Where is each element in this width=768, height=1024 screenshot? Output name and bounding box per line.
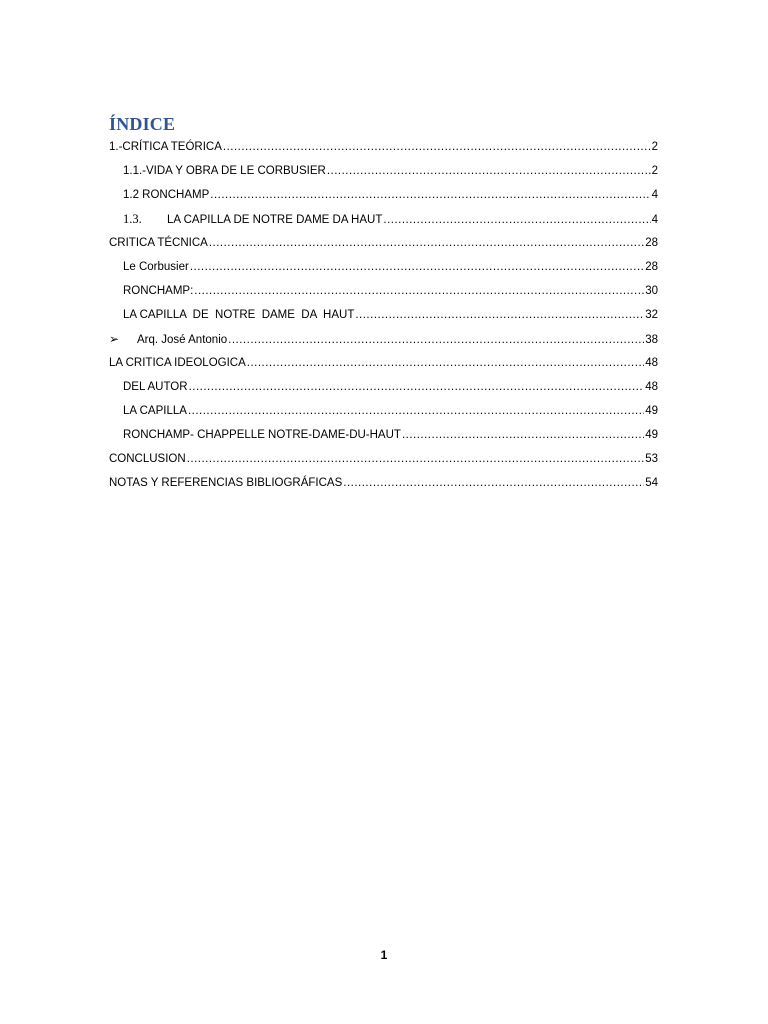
toc-entry-label: RONCHAMP- CHAPPELLE NOTRE-DAME-DU-HAUT bbox=[123, 429, 401, 441]
table-of-contents bbox=[109, 135, 658, 495]
dot-leader bbox=[188, 399, 644, 423]
toc-entry-label: 1.2 RONCHAMP bbox=[123, 189, 210, 201]
toc-entry[interactable] bbox=[109, 231, 658, 255]
dot-leader bbox=[210, 183, 650, 207]
toc-entry-page: 2 bbox=[651, 165, 658, 177]
dot-leader bbox=[355, 303, 644, 327]
page-number: 1 bbox=[380, 948, 388, 962]
toc-entry-label: Le Corbusier bbox=[123, 261, 189, 273]
toc-entry-label: NOTAS Y REFERENCIAS BIBLIOGRÁFICAS bbox=[109, 477, 343, 489]
dot-leader bbox=[223, 135, 651, 159]
toc-entry[interactable] bbox=[109, 183, 658, 207]
toc-entry-label: CRITICA TÉCNICA bbox=[109, 237, 208, 249]
toc-entry-page: 30 bbox=[645, 285, 658, 297]
toc-entry[interactable] bbox=[109, 255, 658, 279]
toc-entry-page: 4 bbox=[651, 189, 658, 201]
toc-entry-page: 49 bbox=[645, 405, 658, 417]
toc-entry[interactable] bbox=[109, 423, 658, 447]
toc-entry-page: 53 bbox=[645, 453, 658, 465]
toc-entry-label: DEL AUTOR bbox=[123, 381, 188, 393]
toc-entry[interactable] bbox=[109, 351, 658, 375]
toc-entry-page: 2 bbox=[651, 141, 658, 153]
dot-leader bbox=[189, 375, 645, 399]
toc-entry-page: 54 bbox=[645, 477, 658, 489]
arrow-bullet-icon: ➢ bbox=[109, 332, 120, 346]
dot-leader bbox=[187, 447, 645, 471]
toc-entry-label: CONCLUSION bbox=[109, 453, 186, 465]
toc-entry-page: 32 bbox=[645, 309, 658, 321]
toc-entry[interactable] bbox=[109, 327, 658, 351]
toc-entry[interactable] bbox=[109, 471, 658, 495]
dot-leader bbox=[194, 279, 644, 303]
toc-entry[interactable] bbox=[109, 279, 658, 303]
toc-entry-number: 1.3. bbox=[123, 212, 142, 226]
dot-leader bbox=[343, 471, 644, 495]
toc-entry[interactable] bbox=[109, 399, 658, 423]
toc-entry-page: 28 bbox=[645, 237, 658, 249]
toc-entry[interactable] bbox=[109, 207, 658, 231]
toc-entry-label: LA CAPILLA bbox=[123, 405, 187, 417]
toc-heading: ÍNDICE bbox=[109, 114, 176, 134]
toc-entry-page: 49 bbox=[645, 429, 658, 441]
toc-entry[interactable] bbox=[109, 159, 658, 183]
toc-entry[interactable] bbox=[109, 447, 658, 471]
toc-entry-page: 4 bbox=[651, 214, 658, 226]
toc-entry[interactable] bbox=[109, 375, 658, 399]
dot-leader bbox=[383, 208, 650, 232]
dot-leader bbox=[247, 351, 644, 375]
dot-leader bbox=[228, 328, 644, 352]
dot-leader bbox=[402, 423, 644, 447]
dot-leader bbox=[327, 159, 651, 183]
toc-entry-label: LA CRITICA IDEOLOGICA bbox=[109, 357, 246, 369]
toc-entry-label: 1.-CRÍTICA TEÓRICA bbox=[109, 141, 222, 153]
toc-entry-label: 1.1.-VIDA Y OBRA DE LE CORBUSIER bbox=[123, 165, 326, 177]
toc-entry-label: RONCHAMP: bbox=[123, 285, 194, 297]
dot-leader bbox=[190, 255, 644, 279]
toc-entry-page: 28 bbox=[645, 261, 658, 273]
dot-leader bbox=[209, 231, 644, 255]
toc-entry-label: Arq. José Antonio bbox=[137, 334, 228, 346]
toc-entry-page: 38 bbox=[645, 334, 658, 346]
toc-entry[interactable] bbox=[109, 135, 658, 159]
toc-entry-label: LA CAPILLA DE NOTRE DAME DA HAUT bbox=[123, 309, 355, 321]
toc-entry-page: 48 bbox=[645, 381, 658, 393]
toc-entry-label: LA CAPILLA DE NOTRE DAME DA HAUT bbox=[167, 214, 383, 226]
toc-entry[interactable] bbox=[109, 303, 658, 327]
toc-entry-page: 48 bbox=[645, 357, 658, 369]
